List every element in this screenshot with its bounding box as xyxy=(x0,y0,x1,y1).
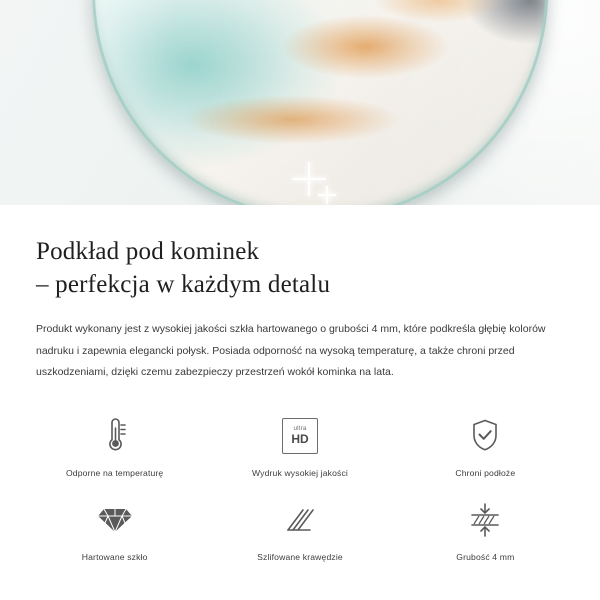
hero-product-image xyxy=(0,0,600,205)
page-title-line-1: Podkład pod kominek xyxy=(36,238,260,265)
feature-item-temperature xyxy=(22,414,207,478)
polished-edges-icon xyxy=(283,498,317,542)
feature-label: Grubość 4 mm xyxy=(456,551,515,562)
ultra-hd-icon xyxy=(282,414,318,458)
feature-label: Szlifowane krawędzie xyxy=(257,551,343,562)
feature-label: Odporne na temperaturę xyxy=(65,467,164,478)
feature-label: Chroni podłoże xyxy=(455,467,516,478)
ultra-hd-badge-top: ultra xyxy=(293,424,307,432)
thermometer-icon xyxy=(98,414,132,458)
diamond-icon xyxy=(96,498,134,542)
feature-item-print-quality xyxy=(207,414,392,478)
feature-item-thickness xyxy=(393,498,578,562)
thickness-arrows-icon xyxy=(468,498,502,542)
text-content xyxy=(0,205,600,384)
page-title xyxy=(36,235,564,301)
feature-item-surface-protection xyxy=(393,414,578,478)
feature-label: Wydruk wysokiej jakości xyxy=(251,467,348,478)
ultra-hd-badge-main: HD xyxy=(291,432,309,447)
page-title-line-2: – perfekcja w każdym detalu xyxy=(36,271,331,298)
feature-grid xyxy=(0,414,600,562)
shield-check-icon xyxy=(468,414,502,458)
product-description-paragraph: Produkt wykonany jest z wysokiej jakości szkła hartowanego o grubości 4 mm, które podkreśla głębię kolorów nadruku i zapewnia elegancki połysk. Posiada odporność na wysoką temperaturę, a także chroni przed uszkodzeniami, dzięki czemu zabezpieczy przestrzeń wokół kominka na lata. xyxy=(36,323,546,379)
feature-item-tempered-glass xyxy=(22,498,207,562)
feature-item-polished-edges xyxy=(207,498,392,562)
feature-label: Hartowane szkło xyxy=(81,551,148,562)
